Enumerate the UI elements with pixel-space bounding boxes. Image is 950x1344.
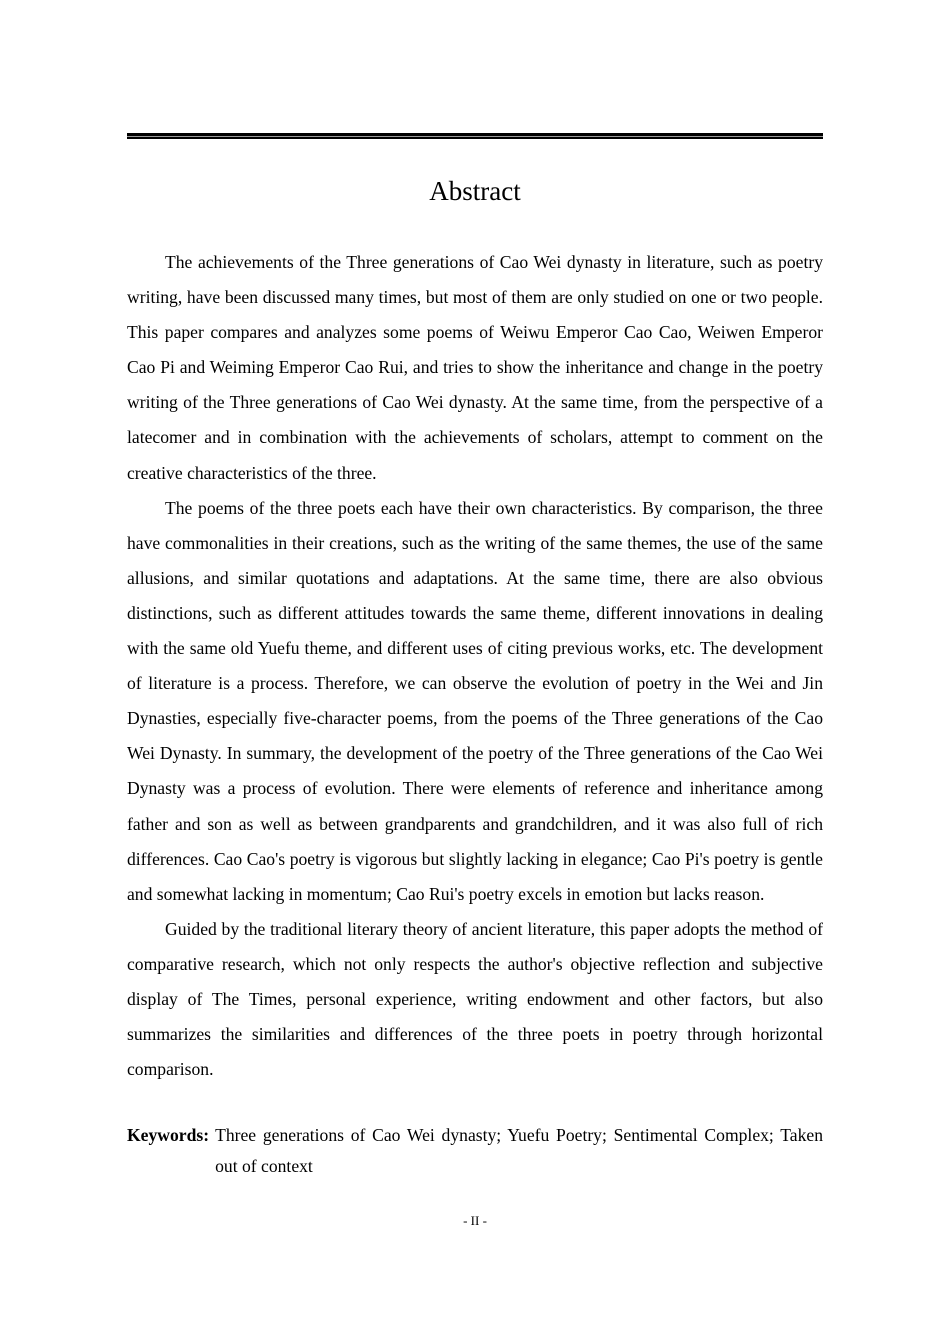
header-double-rule bbox=[127, 133, 823, 140]
abstract-paragraph: The achievements of the Three generations of Cao Wei dynasty in literature, such as poetry writing, have been discussed many times, but most of them are only studied on one or two people. This paper compares and analyzes some poems of Weiwu Emperor Cao Cao, Weiwen Emperor Cao Pi and Weiming Emperor Cao Rui, and tries to show the inheritance and change in the poetry writing of the Three generations of Cao Wei dynasty. At the same time, from the perspective of a latecomer and in combination with the achievements of scholars, attempt to comment on the creative characteristics of the three. bbox=[127, 252, 823, 483]
keywords-label: Keywords: bbox=[127, 1125, 210, 1145]
page-title: Abstract bbox=[429, 176, 521, 206]
abstract-paragraph: Guided by the traditional literary theory of ancient literature, this paper adopts the method of comparative research, which not only respects the author's objective reflection and subjective display of The Times, personal experience, writing endowment and other factors, but also summarizes the similarities and differences of the three poets in poetry through horizontal comparison. bbox=[127, 918, 823, 1080]
abstract-paragraph: The poems of the three poets each have their own characteristics. By comparison, the three have commonalities in their creations, such as the writing of the same themes, the use of the same allusions, and similar quotations and adaptations. At the same time, there are also obvious distinctions, such as different attitudes towards the same theme, different innovations in dealing with the same old Yuefu theme, and different uses of citing previous works, etc. The development of literature is a process. Therefore, we can observe the evolution of poetry in the Wei and Jin Dynasties, especially five-character poems, from the poems of the Three generations of the Cao Wei Dynasty. In summary, the development of the poetry of the Three generations of the Cao Wei Dynasty was a process of evolution. There were elements of reference and inheritance among father and son as well as between grandparents and grandchildren, and it was also full of rich differences. Cao Cao's poetry is vigorous but slightly lacking in elegance; Cao Pi's poetry is gentle and somewhat lacking in momentum; Cao Rui's poetry excels in emotion but lacks reason. bbox=[127, 497, 823, 904]
keywords-value: Three generations of Cao Wei dynasty; Yuefu Poetry; Sentimental Complex; Taken out of context bbox=[215, 1125, 823, 1176]
page-number: - II - bbox=[463, 1213, 487, 1228]
abstract-body bbox=[127, 245, 823, 1087]
keywords bbox=[127, 1120, 823, 1182]
